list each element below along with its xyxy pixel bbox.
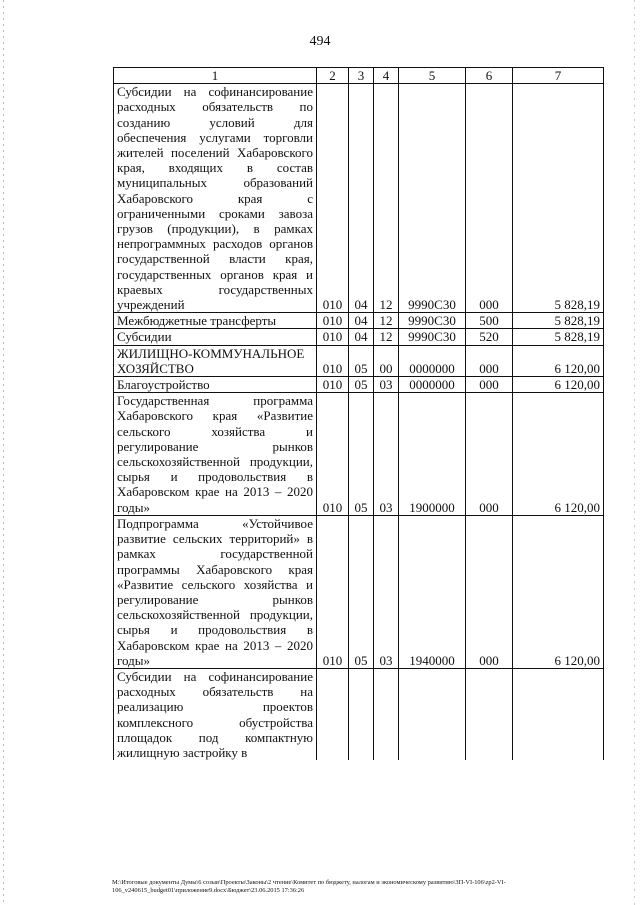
budget-table [113,67,604,760]
cell-code: 000 [466,84,513,313]
cell-code: 000 [466,345,513,376]
cell-code: 00 [374,345,399,376]
cell-code: 010 [317,393,349,516]
cell-amount: 5 828,19 [513,313,604,329]
column-header: 5 [399,68,466,84]
row-name: Субсидии на софинансирование расходных обязательств по созданию условий для обеспечения услугами торговли жителей поселений Хабаровского края, входящих в состав муниципальных образований Хабаровского края с ограниченными сроками завоза грузов (продукции), в рамках непрограммных расходов органов государственной власти края, государственных органов края и краевых государственных учреждений [114,84,317,313]
cell-code: 04 [349,329,374,345]
cell-code: 010 [317,84,349,313]
cell-code: 010 [317,515,349,668]
column-header: 2 [317,68,349,84]
cell-code [349,668,374,760]
cell-amount: 5 828,19 [513,84,604,313]
cell-code: 000 [466,393,513,516]
cell-code: 9990С30 [399,84,466,313]
cell-amount: 6 120,00 [513,515,604,668]
table-row [114,393,604,516]
cell-amount: 6 120,00 [513,393,604,516]
cell-code: 1940000 [399,515,466,668]
row-name: Государственная программа Хабаровского края «Развитие сельского хозяйства и регулирование рынков сельскохозяйственной продукции, сырья и продовольствия в Хабаровском крае на 2013 – 2020 годы» [114,393,317,516]
cell-code: 12 [374,329,399,345]
cell-code: 04 [349,313,374,329]
row-name: Субсидии [114,329,317,345]
cell-code [466,668,513,760]
row-name: Подпрограмма «Устойчивое развитие сельских территорий» в рамках государственной программы Хабаровского края «Развитие сельского хозяйства и регулирование рынков сельскохозяйственной продукции, сырья и продовольствия в Хабаровском крае на 2013 – 2020 годы» [114,515,317,668]
cell-amount: 6 120,00 [513,345,604,376]
table-row [114,329,604,345]
cell-code: 04 [349,84,374,313]
column-header: 3 [349,68,374,84]
column-header: 6 [466,68,513,84]
column-header: 1 [114,68,317,84]
cell-code: 9990С30 [399,329,466,345]
table-header-row [114,68,604,84]
cell-code: 520 [466,329,513,345]
row-name: Межбюджетные трансферты [114,313,317,329]
row-name: Благоустройство [114,377,317,393]
cell-code: 05 [349,393,374,516]
table-row [114,668,604,760]
page-number: 494 [309,34,331,49]
file-path-footer [112,879,617,895]
cell-code: 000 [466,377,513,393]
cell-code: 03 [374,377,399,393]
cell-code: 0000000 [399,377,466,393]
column-header: 4 [374,68,399,84]
footer-line: M:\Итоговые документы Думы\6 созыв\Проекты\Законы\2 чтение\Комитет по бюджету, налогам и экономическому развитию\ЗП-VI-106\zp2-VI- [112,879,506,886]
cell-amount: 6 120,00 [513,377,604,393]
cell-code: 05 [349,345,374,376]
column-header: 7 [513,68,604,84]
cell-amount [513,668,604,760]
cell-code: 0000000 [399,345,466,376]
cell-code: 03 [374,515,399,668]
scan-edge-right [634,0,635,905]
cell-code: 12 [374,313,399,329]
cell-code [399,668,466,760]
cell-code: 010 [317,329,349,345]
cell-amount: 5 828,19 [513,329,604,345]
cell-code: 05 [349,377,374,393]
row-name: Субсидии на софинансирование расходных обязательств на реализацию проектов комплексного обустройства площадок под компактную жилищную застройку в [114,668,317,760]
scan-edge-left [3,0,4,905]
cell-code: 05 [349,515,374,668]
cell-code: 000 [466,515,513,668]
cell-code [317,668,349,760]
table-row [114,345,604,376]
table-row [114,313,604,329]
table-row [114,515,604,668]
cell-code: 010 [317,313,349,329]
row-name: ЖИЛИЩНО-КОММУНАЛЬНОЕ ХОЗЯЙСТВО [114,345,317,376]
cell-code: 500 [466,313,513,329]
table-row [114,84,604,313]
footer-line: 106_v240615_budget01\приложение9.docx\Бюджет\23.06.2015 17:36:26 [112,887,305,894]
cell-code: 9990С30 [399,313,466,329]
table-row [114,377,604,393]
cell-code: 1900000 [399,393,466,516]
cell-code: 010 [317,377,349,393]
cell-code: 010 [317,345,349,376]
cell-code: 12 [374,84,399,313]
cell-code [374,668,399,760]
cell-code: 03 [374,393,399,516]
